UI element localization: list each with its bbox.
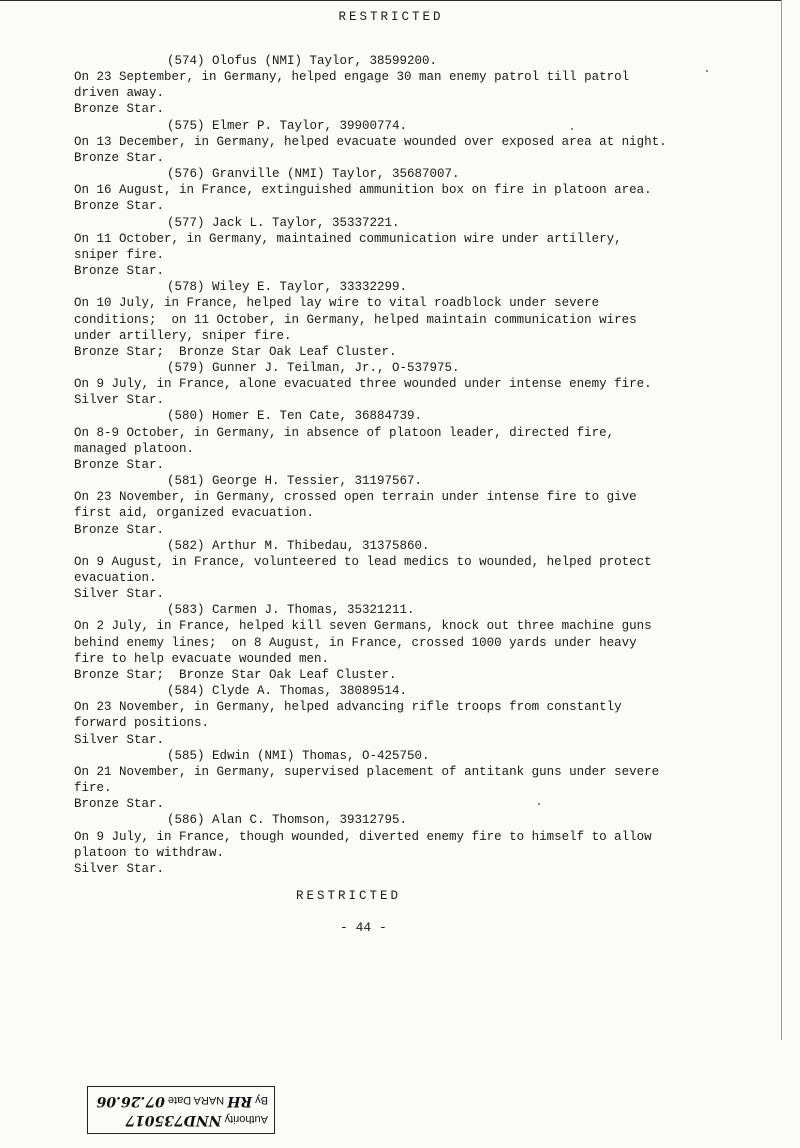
citation-text-line: forward positions. (74, 716, 210, 731)
citation-text-line: managed platoon. (74, 441, 195, 456)
stamp-authority-value: NND735017 (125, 1112, 222, 1128)
citation-heading: (579) Gunner J. Teilman, Jr., O-537975. (167, 360, 460, 375)
citation-award: Silver Star. (74, 732, 165, 747)
declassification-stamp (87, 1086, 275, 1134)
citation-text-line: On 13 December, in Germany, helped evacuate wounded over exposed area at night. (74, 134, 667, 149)
citation-entry (74, 53, 774, 118)
citation-heading: (574) Olofus (NMI) Taylor, 38599200. (167, 54, 438, 68)
citation-heading: (577) Jack L. Taylor, 35337221. (167, 215, 400, 230)
citation-award: Bronze Star; Bronze Star Oak Leaf Cluster. (74, 344, 397, 359)
citation-text-line: On 9 July, in France, though wounded, diverted enemy fire to himself to allow (74, 829, 652, 844)
citation-text-line: platoon to withdraw. (74, 845, 225, 860)
citation-text-line: On 9 August, in France, volunteered to lead medics to wounded, helped protect (74, 554, 652, 569)
citation-entry (74, 166, 774, 214)
stamp-nara-label: NARA Date (167, 1094, 225, 1106)
citation-text-line: On 8-9 October, in Germany, in absence of platoon leader, directed fire, (74, 425, 615, 440)
citation-text-line: fire to help evacuate wounded men. (74, 651, 330, 666)
citation-entry (74, 408, 774, 473)
page-edge (781, 0, 782, 1040)
citation-heading: (578) Wiley E. Taylor, 33332299. (167, 280, 408, 295)
citation-text-line: On 10 July, in France, helped lay wire to vital roadblock under severe (74, 296, 600, 311)
citation-entry (74, 683, 774, 748)
citation-text-line: sniper fire. (74, 247, 165, 262)
footer-classification: RESTRICTED (296, 889, 402, 903)
citation-list (74, 53, 774, 877)
citation-award: Bronze Star. (74, 522, 165, 537)
citation-award: Silver Star. (74, 587, 165, 602)
stamp-by-value: RH (227, 1093, 253, 1109)
citation-text-line: fire. (74, 781, 112, 796)
citation-heading: (580) Homer E. Ten Cate, 36884739. (167, 409, 423, 424)
citation-award: Silver Star. (74, 861, 165, 876)
citation-award: Bronze Star. (74, 797, 165, 812)
citation-heading: (585) Edwin (NMI) Thomas, O-425750. (167, 748, 430, 763)
citation-heading: (582) Arthur M. Thibedau, 31375860. (167, 538, 430, 553)
scan-speck (538, 803, 540, 805)
citation-text-line: first aid, organized evacuation. (74, 506, 315, 521)
citation-text-line: behind enemy lines; on 8 August, in France, crossed 1000 yards under heavy (74, 635, 637, 650)
citation-entry (74, 279, 774, 360)
citation-award: Bronze Star. (74, 150, 165, 165)
stamp-authority-label: Authority (224, 1113, 268, 1125)
stamp-authority-line (94, 1110, 268, 1129)
citation-award: Silver Star. (74, 393, 165, 408)
stamp-date-line (94, 1091, 268, 1110)
citation-award: Bronze Star. (74, 102, 165, 117)
citation-text-line: driven away. (74, 86, 165, 101)
citation-text-line: conditions; on 11 October, in Germany, helped maintain communication wires (74, 312, 637, 327)
citation-text-line: On 2 July, in France, helped kill seven Germans, knock out three machine guns (74, 619, 652, 634)
citation-heading: (584) Clyde A. Thomas, 38089514. (167, 684, 408, 699)
citation-text-line: under artillery, sniper fire. (74, 328, 292, 343)
citation-award: Bronze Star; Bronze Star Oak Leaf Cluster. (74, 667, 397, 682)
top-rule (0, 0, 782, 1)
citation-entry (74, 118, 774, 166)
citation-heading: (581) George H. Tessier, 31197567. (167, 474, 423, 489)
citation-award: Bronze Star. (74, 199, 165, 214)
citation-heading: (576) Granville (NMI) Taylor, 35687007. (167, 167, 460, 182)
scan-speck (571, 128, 573, 130)
page-number: - 44 - (340, 920, 387, 935)
citation-heading: (575) Elmer P. Taylor, 39900774. (167, 118, 408, 133)
header-classification: RESTRICTED (338, 10, 444, 24)
citation-text-line: On 23 November, in Germany, helped advancing rifle troops from constantly (74, 700, 622, 715)
citation-entry (74, 812, 774, 877)
citation-heading: (586) Alan C. Thomson, 39312795. (167, 813, 408, 828)
citation-heading: (583) Carmen J. Thomas, 35321211. (167, 603, 415, 618)
scan-speck (706, 70, 708, 72)
citation-entry (74, 473, 774, 538)
citation-award: Bronze Star. (74, 264, 165, 279)
citation-text-line: On 11 October, in Germany, maintained communication wire under artillery, (74, 231, 622, 246)
citation-entry (74, 602, 774, 683)
citation-entry (74, 538, 774, 603)
stamp-date-value: 07.26.06 (96, 1093, 165, 1109)
citation-text-line: evacuation. (74, 571, 157, 585)
stamp-by-label: By (255, 1094, 268, 1106)
citation-entry (74, 215, 774, 280)
citation-text-line: On 16 August, in France, extinguished ammunition box on fire in platoon area. (74, 183, 652, 198)
citation-award: Bronze Star. (74, 457, 165, 472)
citation-entry (74, 748, 774, 813)
citation-text-line: On 9 July, in France, alone evacuated three wounded under intense enemy fire. (74, 377, 652, 392)
citation-text-line: On 21 November, in Germany, supervised placement of antitank guns under severe (74, 764, 660, 779)
citation-entry (74, 360, 774, 408)
citation-text-line: On 23 September, in Germany, helped engage 30 man enemy patrol till patrol (74, 70, 630, 85)
citation-text-line: On 23 November, in Germany, crossed open terrain under intense fire to give (74, 490, 637, 505)
